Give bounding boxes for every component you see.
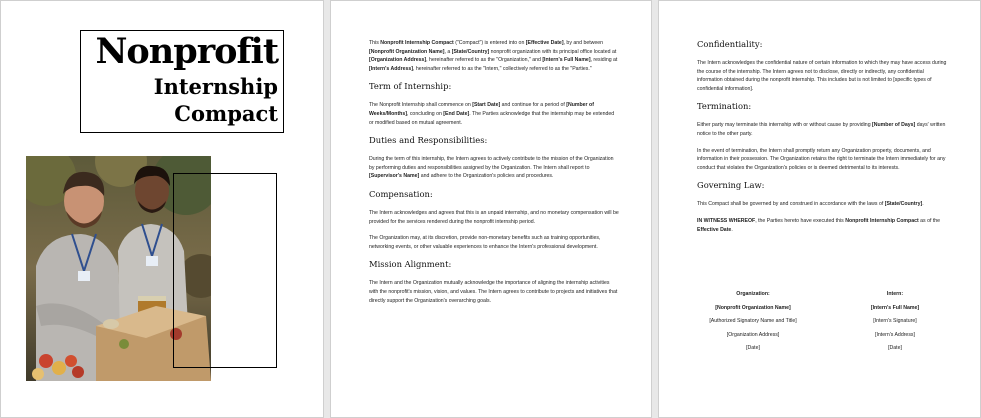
intern-label: Intern:	[886, 291, 904, 297]
cover-title-line1: Nonprofit	[95, 31, 278, 72]
witness-paragraph: IN WITNESS WHEREOF, the Parties hereto have executed this Nonprofit Internship Compact as of the Effective Date.	[697, 217, 941, 233]
signature-block	[697, 291, 947, 359]
termination-heading: Termination:	[697, 101, 752, 112]
governing-law-heading: Governing Law:	[697, 180, 765, 191]
cover-title-line2: Internship	[153, 74, 278, 99]
governing-law-paragraph: This Compact shall be governed by and construed in accordance with the laws of [State/Country].	[697, 201, 924, 208]
mission-paragraph: The Intern and the Organization mutually acknowledge the importance of aligning the internship activities with the nonprofit's mission, vision, and values. The Intern agrees to contribute to projects and initiatives that directly support the Organization's overarching goals.	[369, 280, 618, 304]
intern-signature-field: [Intern's Signature]	[873, 318, 917, 324]
term-heading: Term of Internship:	[369, 81, 452, 92]
intro-paragraph: This Nonprofit Internship Compact ("Compact") is entered into on [Effective Date], by and between [Nonprofit Organization Name], a [State/Country] nonprofit organization with its principal office located at [Organization Address], hereinafter referred to as the "Organization," and [Intern's Full Name], residing at [Intern's Address], hereinafter referred to as the "Intern," collectively referred to as the "Parties."	[369, 40, 618, 72]
compensation-paragraph-2: The Organization may, at its discretion, provide non-monetary benefits such as training opportunities, networking events, or other valuable experiences to enhance the Intern's professional development.	[369, 235, 601, 250]
org-label: Organization:	[736, 291, 770, 297]
compensation-heading: Compensation:	[369, 188, 433, 199]
termination-paragraph-1: Either party may terminate this internship with or without cause by providing [Number of Days] days' written notice to the other party.	[697, 122, 946, 137]
compensation-paragraph-1: The Intern acknowledges and agrees that this is an unpaid internship, and no monetary compensation will be provided for the services rendered during the nonprofit internship period.	[369, 209, 619, 225]
confidentiality-heading: Confidentiality:	[697, 39, 763, 49]
duties-paragraph: During the term of this internship, the Intern agrees to actively contribute to the mission of the Organization by performing duties and responsibilities assigned by the Organization. The Intern shall report to [Supervisor's Name] and adhere to the Organization's policies and procedures.	[369, 156, 614, 180]
decorative-frame	[173, 173, 277, 368]
intern-name-field: [Intern's Full Name]	[870, 304, 920, 311]
intern-address-field: [Intern's Address]	[875, 331, 915, 338]
confidentiality-paragraph: The Intern acknowledges the confidential nature of certain information to which they may have access during the course of the internship. The Intern agrees not to disclose, directly or indirectly, any confidential information obtained during the nonprofit internship. This includes but is not limited to [specific types of confidential information].	[697, 60, 947, 92]
cover-page	[0, 0, 324, 418]
duties-heading: Duties and Responsibilities:	[369, 135, 488, 146]
org-signatory-field: [Authorized Signatory Name and Title]	[709, 318, 797, 324]
org-date-field: [Date]	[746, 345, 760, 351]
org-name-field: [Nonprofit Organization Name]	[715, 304, 791, 311]
termination-paragraph-2: In the event of termination, the Intern shall promptly return any Organization property, documents, and information in their possession. The Organization retains the right to terminate the Intern immediately for any conduct that violates the Organization's policies or is deemed detrimental to its interests.	[697, 147, 946, 171]
document-page-2	[330, 0, 652, 418]
term-paragraph: The Nonprofit Internship shall commence on [Start Date] and continue for a period of [Number of Weeks/Months], concluding on [End Date]. The Parties acknowledge that the internship may be extended or modified based on mutual agreement.	[369, 102, 615, 126]
cover-title-box	[80, 30, 284, 133]
document-page-3	[658, 0, 981, 418]
org-address-field: [Organization Address]	[726, 331, 780, 338]
cover-title-line3: Compact	[174, 101, 278, 126]
mission-heading: Mission Alignment:	[369, 259, 452, 270]
intern-date-field: [Date]	[888, 345, 902, 351]
